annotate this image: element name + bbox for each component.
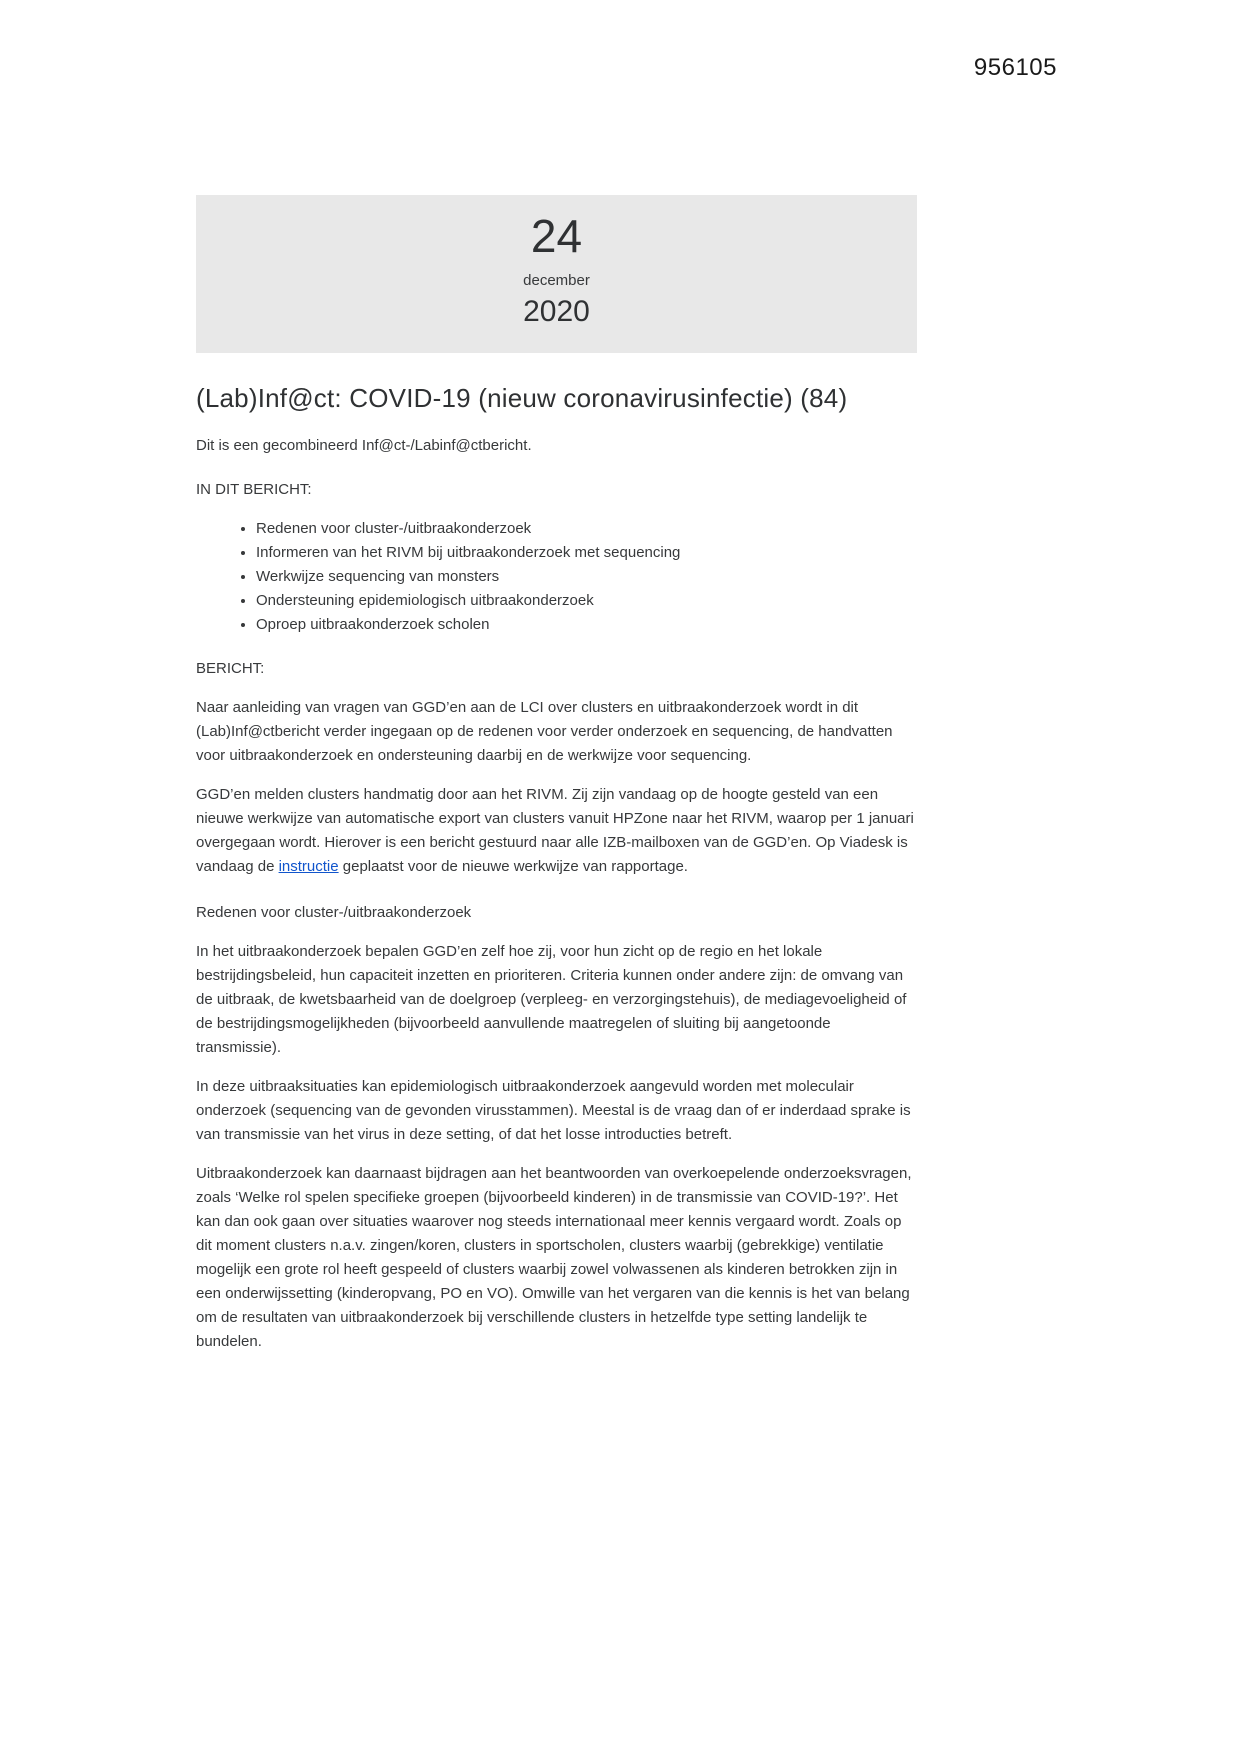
date-month: december (523, 272, 590, 290)
toc-bullet-item: • Oproep uitbraakonderzoek scholen (256, 613, 917, 637)
document-content (196, 195, 917, 1369)
date-year: 2020 (523, 295, 590, 329)
toc-bullet-item: • Werkwijze sequencing van monsters (256, 565, 917, 589)
page-title: (Lab)Inf@ct: COVID-19 (nieuw coronavirusinfectie) (84) (196, 383, 848, 414)
section-label-bericht: BERICHT: (196, 660, 265, 678)
instructie-link[interactable]: instructie (278, 858, 339, 876)
subheading-redenen: Redenen voor cluster-/uitbraakonderzoek (196, 904, 472, 922)
toc-bullet-item: • Ondersteuning epidemiologisch uitbraakonderzoek (256, 589, 917, 613)
date-day: 24 (530, 210, 583, 262)
paragraph-1: Naar aanleiding van vragen van GGD’en aan de LCI over clusters en uitbraakonderzoek wordt in dit (Lab)Inf@ctbericht verder ingegaan op de redenen voor verder onderzoek en sequencing, de handvatten voor uitbraakonderzoek en ondersteuning daarbij en de werkwijze voor sequencing. (196, 699, 893, 765)
doc-number: 956105 (973, 54, 1057, 81)
paragraph-3: In het uitbraakonderzoek bepalen GGD’en zelf hoe zij, voor hun zicht op de regio en het lokale bestrijdingsbeleid, hun capaciteit inzetten en prioriteren. Criteria kunnen onder andere zijn: de omvang van de uitbraak, de kwetsbaarheid van de doelgroep (verpleeg- en verzorgingstehuis), de mediagevoeligheid of de bestrijdingsmogelijkheden (bijvoorbeeld aanvullende maatregelen of sluiting bij aangetoonde transmissie). (196, 943, 907, 1057)
toc-bullet-item: • Informeren van het RIVM bij uitbraakonderzoek met sequencing (256, 541, 917, 565)
paragraph-4: In deze uitbraaksituaties kan epidemiologisch uitbraakonderzoek aangevuld worden met moleculair onderzoek (sequencing van de gevonden virusstammen). Meestal is de vraag dan of er inderdaad sprake is van transmissie van het virus in deze setting, of dat het losse introducties betreft. (196, 1078, 911, 1144)
section-label-in-dit-bericht: IN DIT BERICHT: (196, 481, 312, 499)
paragraph-intro: Dit is een gecombineerd Inf@ct-/Labinf@ctbericht. (196, 437, 532, 455)
date-box (196, 195, 917, 353)
paragraph-5: Uitbraakonderzoek kan daarnaast bijdragen aan het beantwoorden van overkoepelende onderzoeksvragen, zoals ‘Welke rol spelen specifieke groepen (bijvoorbeeld kinderen) in de transmissie van COVID-19?’. Het kan dan ook gaan over situaties waarover nog steeds internationaal meer kennis vergaard wordt. Zoals op dit moment clusters n.a.v. zingen/koren, clusters in sportscholen, clusters waarbij (gebrekkige) ventilatie mogelijk een grote rol heeft gespeeld of clusters waarbij zowel volwassenen als kinderen betrokken zijn in een onderwijssetting (kinderopvang, PO en VO). Omwille van het vergaren van die kennis is het van belang om de resultaten van uitbraakonderzoek bij verschillende clusters in hetzelfde type setting landelijk te bundelen. (196, 1165, 912, 1351)
paragraph-2 (196, 783, 917, 879)
toc-bullet-list (196, 517, 917, 637)
toc-bullet-item: • Redenen voor cluster-/uitbraakonderzoek (256, 517, 917, 541)
paragraph-2-text-before: GGD’en melden clusters handmatig door aan het RIVM. Zij zijn vandaag op de hoogte gesteld van een nieuwe werkwijze van automatische export van clusters vanuit HPZone naar het RIVM, waarop per 1 januari overgegaan wordt. Hierover is een bericht gestuurd naar alle IZB-mailboxen van de GGD’en. Op Viadesk is vandaag de (196, 786, 914, 876)
paragraph-2-text-after: geplaatst voor de nieuwe werkwijze van rapportage. (338, 858, 688, 876)
